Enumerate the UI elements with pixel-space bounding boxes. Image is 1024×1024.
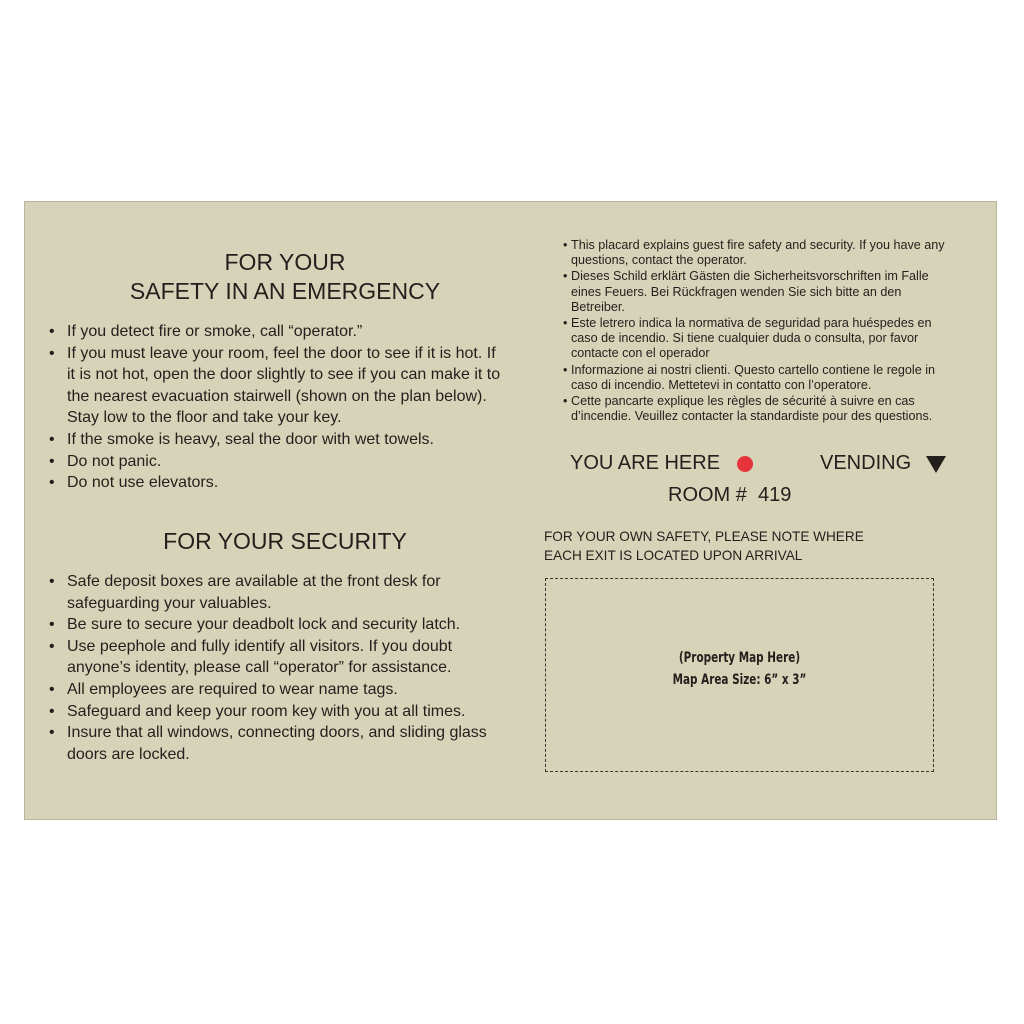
notice-french: • Cette pancarte explique les règles de sécurité à suivre en cas d’incendie. Veuillez contacter la standardiste pour des questions. [563, 394, 953, 424]
notice-italian: • Informazione ai nostri clienti. Questo cartello contiene le regole in caso di incendio. Mettetevi in contatto con l’operatore. [563, 363, 953, 393]
list-item: • Safeguard and keep your room key with you at all times. [47, 701, 507, 723]
map-placeholder-text [600, 647, 879, 691]
list-item: • If the smoke is heavy, seal the door with wet towels. [47, 429, 507, 451]
list-item: • Do not panic. [47, 451, 507, 473]
notice-spanish: • Este letrero indica la normativa de seguridad para huéspedes en caso de incendio. Si tiene cualquier duda o consulta, por favor contacte con el operador [563, 316, 953, 362]
vending-label: VENDING [820, 452, 912, 474]
vending-triangle-icon [926, 456, 946, 473]
list-item: • If you detect fire or smoke, call “operator.” [47, 321, 507, 343]
room-number: ROOM # 419 [668, 484, 792, 506]
notice-german: • Dieses Schild erklärt Gästen die Sicherheitsvorschriften im Falle eines Feuers. Bei Rückfragen wenden Sie sich bitte an den Betreiber. [563, 269, 953, 315]
list-item: • All employees are required to wear name tags. [47, 679, 507, 701]
list-item: • Insure that all windows, connecting doors, and sliding glass doors are locked. [47, 722, 507, 765]
security-heading: FOR YOUR SECURITY [163, 528, 407, 554]
emergency-list [47, 321, 507, 494]
property-map-area [545, 578, 934, 772]
safety-placard [24, 201, 997, 820]
list-item: • Safe deposit boxes are available at the front desk for safeguarding your valuables. [47, 571, 507, 614]
exit-note-line-2: EACH EXIT IS LOCATED UPON ARRIVAL [544, 548, 803, 563]
emergency-heading-line-1: FOR YOUR [224, 249, 346, 275]
exit-note [544, 527, 944, 565]
security-list [47, 571, 507, 765]
list-item: • Use peephole and fully identify all visitors. If you doubt anyone’s identity, please call “operator” for assistance. [47, 636, 507, 679]
emergency-heading-line-2: SAFETY IN AN EMERGENCY [129, 278, 441, 304]
list-item: • Do not use elevators. [47, 472, 507, 494]
you-are-here-label: YOU ARE HERE [570, 452, 721, 474]
map-legend [570, 452, 950, 478]
map-placeholder-line-2: Map Area Size: 6” x 3” [672, 672, 807, 688]
multilingual-notice-list [563, 238, 953, 425]
emergency-heading [65, 248, 505, 306]
list-item: • Be sure to secure your deadbolt lock and security latch. [47, 614, 507, 636]
map-placeholder-line-1: (Property Map Here) [678, 650, 801, 666]
you-are-here-dot-icon [737, 456, 753, 472]
exit-note-line-1: FOR YOUR OWN SAFETY, PLEASE NOTE WHERE [544, 529, 864, 544]
notice-english: • This placard explains guest fire safety and security. If you have any questions, contact the operator. [563, 238, 953, 268]
list-item: • If you must leave your room, feel the door to see if it is hot. If it is not hot, open the door slightly to see if you can make it to the nearest evacuation stairwell (shown on the plan below). Stay low to the floor and take your key. [47, 343, 507, 429]
